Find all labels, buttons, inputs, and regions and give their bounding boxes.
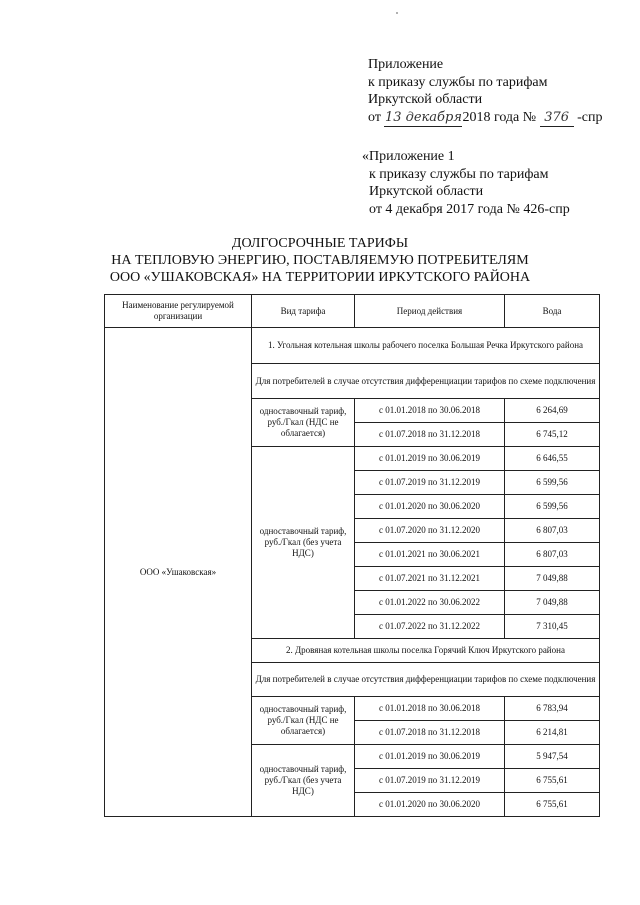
value-cell: 6 599,56 [505, 471, 600, 495]
handwritten-date: 13 декабря [384, 109, 462, 128]
header-tariff: Вид тарифа [252, 295, 355, 328]
period-cell: с 01.07.2018 по 31.12.2018 [355, 721, 505, 745]
value-cell: 6 755,61 [505, 793, 600, 817]
value-cell: 7 049,88 [505, 567, 600, 591]
header-water: Вода [505, 295, 600, 328]
tariff-table [104, 294, 600, 817]
appendix-line2: к приказу службы по тарифам [368, 74, 548, 90]
section1-title-row [105, 328, 600, 364]
value-cell: 6 745,12 [505, 423, 600, 447]
appendix-block [368, 56, 603, 127]
number-suffix: -спр [577, 109, 603, 125]
scan-speck [396, 12, 398, 14]
period-cell: с 01.07.2019 по 31.12.2019 [355, 769, 505, 793]
section1-title: 1. Угольная котельная школы рабочего поселка Большая Речка Иркутского района [252, 328, 600, 364]
table-header-row [105, 295, 600, 328]
value-cell: 5 947,54 [505, 745, 600, 769]
appendix-line1: Приложение [368, 57, 444, 72]
period-cell: с 01.01.2022 по 30.06.2022 [355, 591, 505, 615]
period-cell: с 01.07.2018 по 31.12.2018 [355, 423, 505, 447]
value-cell: 6 783,94 [505, 697, 600, 721]
value-cell: 6 599,56 [505, 495, 600, 519]
appendix1-line2: к приказу службы по тарифам [369, 166, 549, 182]
value-cell: 7 310,45 [505, 615, 600, 639]
period-cell: с 01.01.2019 по 30.06.2019 [355, 745, 505, 769]
from-label: от [368, 109, 381, 125]
period-cell: с 01.01.2020 по 30.06.2020 [355, 793, 505, 817]
title-line1: ДОЛГОСРОЧНЫЕ ТАРИФЫ [231, 236, 409, 251]
period-cell: с 01.01.2018 по 30.06.2018 [355, 399, 505, 423]
period-cell: с 01.01.2019 по 30.06.2019 [355, 447, 505, 471]
section1-tariff-a: одноставочный тариф, руб./Гкал (НДС не облагается) [252, 399, 355, 447]
section1-subtitle: Для потребителей в случае отсутствия дифференциации тарифов по схеме подключения [252, 364, 600, 399]
section2-tariff-a: одноставочный тариф, руб./Гкал (НДС не облагается) [252, 697, 355, 745]
header-org: Наименование регулируемой организации [105, 295, 252, 328]
appendix-date-line [368, 109, 603, 128]
value-cell: 6 646,55 [505, 447, 600, 471]
value-cell: 6 807,03 [505, 519, 600, 543]
title-line3: ООО «УШАКОВСКАЯ» НА ТЕРРИТОРИИ ИРКУТСКОГО РАЙОНА [109, 270, 531, 285]
section1-tariff-b: одноставочный тариф, руб./Гкал (без учета НДС) [252, 447, 355, 639]
period-cell: с 01.07.2021 по 31.12.2021 [355, 567, 505, 591]
section2-title: 2. Дровяная котельная школы поселка Горячий Ключ Иркутского района [252, 639, 600, 663]
appendix1-line4: от 4 декабря 2017 года № 426-спр [369, 201, 570, 217]
period-cell: с 01.01.2020 по 30.06.2020 [355, 495, 505, 519]
value-cell: 6 807,03 [505, 543, 600, 567]
value-cell: 6 264,69 [505, 399, 600, 423]
period-cell: с 01.01.2021 по 30.06.2021 [355, 543, 505, 567]
org-name-cell: ООО «Ушаковская» [105, 328, 252, 817]
appendix1-line3: Иркутской области [369, 184, 484, 199]
value-cell: 6 755,61 [505, 769, 600, 793]
period-cell: с 01.07.2020 по 31.12.2020 [355, 519, 505, 543]
appendix1-block [362, 148, 570, 218]
period-cell: с 01.07.2019 по 31.12.2019 [355, 471, 505, 495]
value-cell: 7 049,88 [505, 591, 600, 615]
period-cell: с 01.01.2018 по 30.06.2018 [355, 697, 505, 721]
handwritten-number: 376 [540, 109, 574, 128]
title-line2: НА ТЕПЛОВУЮ ЭНЕРГИЮ, ПОСТАВЛЯЕМУЮ ПОТРЕБИТЕЛЯМ [111, 253, 529, 268]
period-cell: с 01.07.2022 по 31.12.2022 [355, 615, 505, 639]
header-period: Период действия [355, 295, 505, 328]
appendix1-line1: «Приложение 1 [362, 149, 455, 164]
section2-tariff-b: одноставочный тариф, руб./Гкал (без учета НДС) [252, 745, 355, 817]
appendix-line3: Иркутской области [368, 92, 483, 107]
year-label: 2018 года № [462, 109, 537, 125]
section2-subtitle: Для потребителей в случае отсутствия дифференциации тарифов по схеме подключения [252, 663, 600, 697]
value-cell: 6 214,81 [505, 721, 600, 745]
